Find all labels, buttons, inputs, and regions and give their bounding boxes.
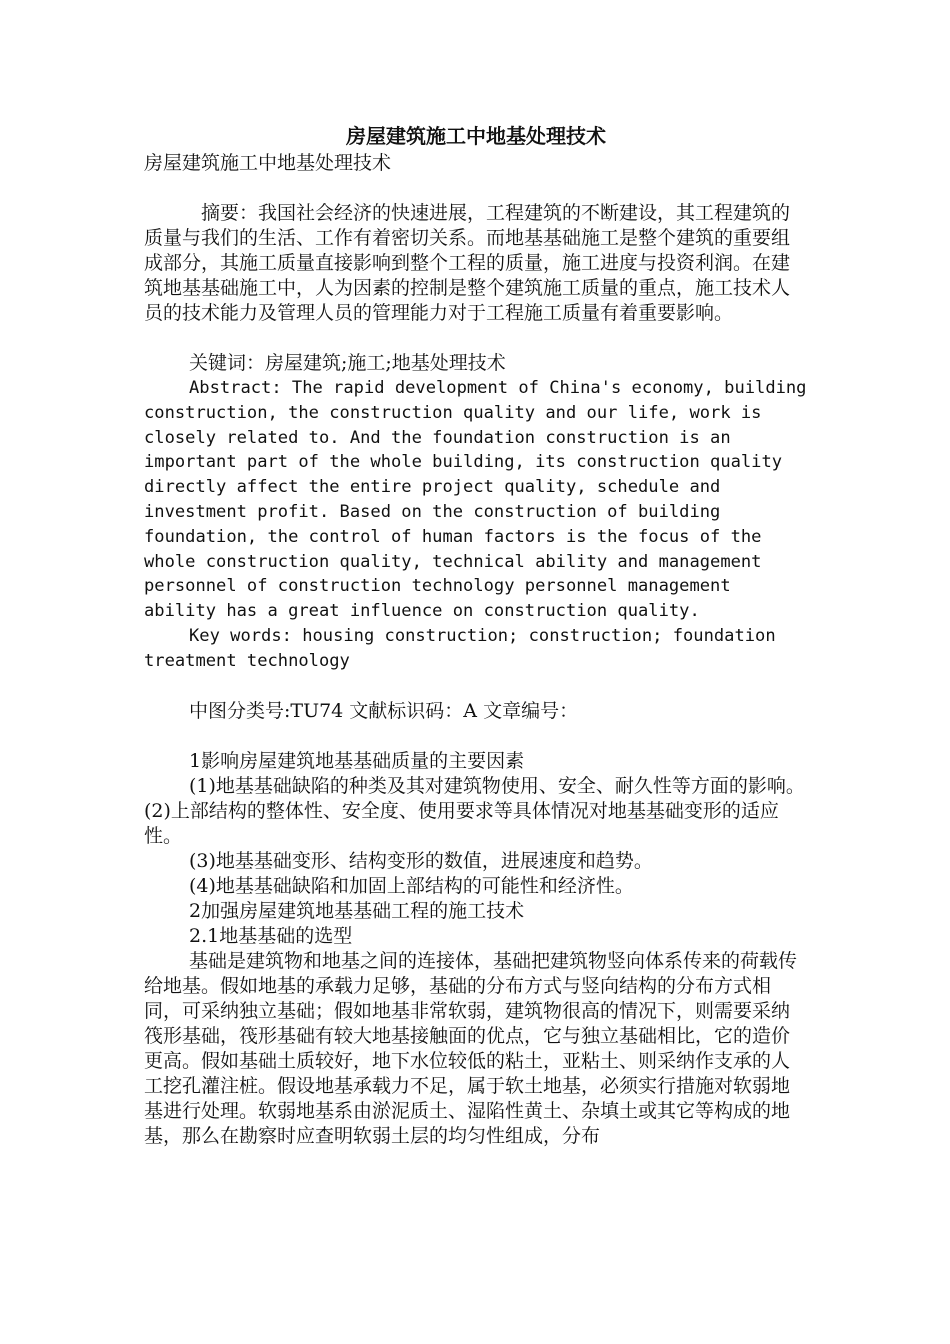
document-subtitle: 房屋建筑施工中地基处理技术 <box>144 152 392 174</box>
spacer <box>144 674 808 699</box>
document-body <box>144 122 808 1149</box>
section-1-item-4: (4)地基基础缺陷和加固上部结构的可能性和经济性。 <box>189 874 634 897</box>
section-2-1-body: 基础是建筑物和地基之间的连接体，基础把建筑物竖向体系传来的荷载传给地基。假如地基的承载力足够，基础的分布方式与竖向结构的分布方式相同，可采纳独立基础；假如地基非常软弱，建筑物很高的情况下，则需要采纳筏形基础，筏形基础有较大地基接触面的优点，它与独立基础相比，它的造价更高。假如基础土质较好，地下水位较低的粘土，亚粘土、则采纳作支承的人工挖孔灌注桩。假设地基承载力不足，属于软土地基，必须实行措施对软弱地基进行处理。软弱地基系由淤泥质土、湿陷性黄土、杂填土或其它等构成的地基，那么在勘察时应查明软弱土层的均匀性组成，分布 <box>144 949 798 1147</box>
section-1-heading: 1影响房屋建筑地基基础质量的主要因素 <box>189 749 525 772</box>
spacer <box>144 176 808 201</box>
keywords-english: Key words: housing construction; construction; foundation treatment technology <box>144 625 776 671</box>
abstract-english: Abstract: The rapid development of China's economy, building construction, the construction quality and our life, work is closely related to. And the foundation construction is an important part of the whole building, its construction quality directly affect the entire project quality, schedule and investment profit. Based on the construction of building foundation, the control of human factors is the focus of the whole construction quality, technical ability and management personnel of construction technology personnel management ability has a great influence on construction quality. <box>144 378 807 622</box>
section-2-1-heading: 2.1地基基础的选型 <box>189 924 353 947</box>
abstract-chinese: 摘要：我国社会经济的快速进展，工程建筑的不断建设，其工程建筑的质量与我们的生活、工作有着密切关系。而地基基础施工是整个建筑的重要组成部分，其施工质量直接影响到整个工程的质量，施工进度与投资利润。在建筑地基基础施工中，人为因素的控制是整个建筑施工质量的重点，施工技术人员的技术能力及管理人员的管理能力对于工程施工质量有着重要影响。 <box>144 202 791 324</box>
section-1-item-3: (3)地基基础变形、结构变形的数值，进展速度和趋势。 <box>189 849 653 872</box>
keywords-chinese: 关键词：房屋建筑;施工;地基处理技术 <box>189 352 506 374</box>
spacer <box>144 326 808 351</box>
spacer <box>144 724 808 749</box>
section-1-item-1-2: (1)地基基础缺陷的种类及其对建筑物使用、安全、耐久性等方面的影响。 (2)上部结构的整体性、安全度、使用要求等具体情况对地基基础变形的适应性。 <box>144 774 805 847</box>
section-2-heading: 2加强房屋建筑地基基础工程的施工技术 <box>189 899 525 922</box>
classification-line: 中图分类号:TU74 文献标识码：A 文章编号： <box>189 699 579 722</box>
document-title: 房屋建筑施工中地基处理技术 <box>346 124 606 148</box>
